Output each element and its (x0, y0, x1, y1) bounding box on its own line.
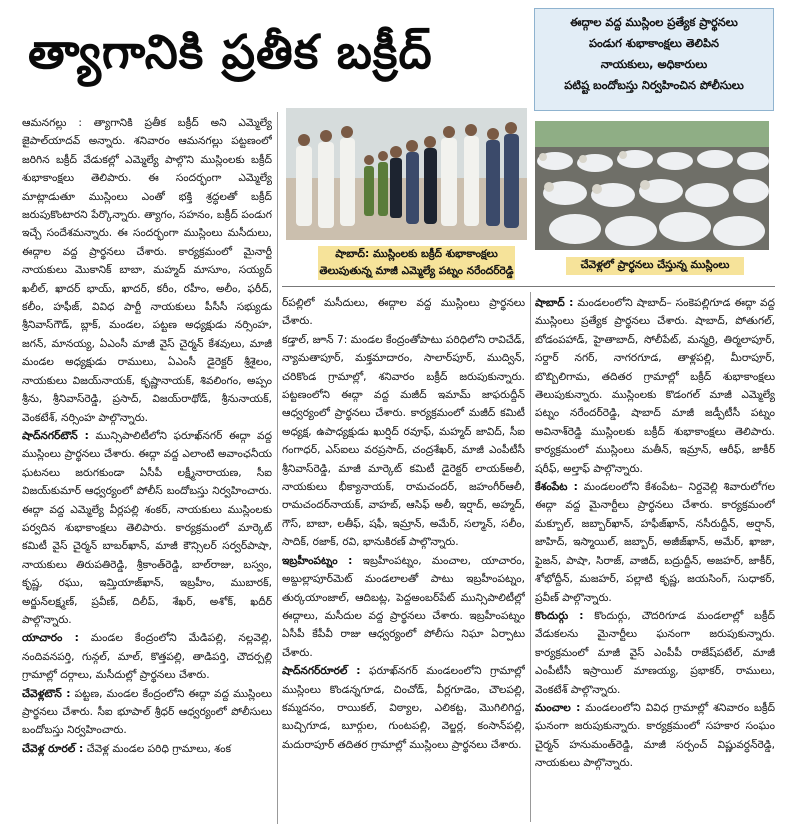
article-column-2 (282, 294, 525, 814)
dateline: షాద్‌నగర్‌టౌన్ : (22, 429, 89, 442)
group-photo (286, 108, 527, 240)
column-divider (530, 292, 531, 822)
dateline: ఇబ్రహీంపట్నం : (282, 554, 353, 567)
subheadline-line: ఈద్గాల వద్ద ముస్లింల ప్రత్యేక ప్రార్థనలు (570, 15, 738, 29)
paragraph-text: మున్సిపాలిటీలోని ఫరూఖ్‌నగర్ ఈద్గా వద్ద ముస్లింలు ప్రార్థనలు చేశారు. ఈద్గా వద్ద ఎలాంటి అవాంఛనీయ ఘటనలు జరుగకుండా ఏసీపీ లక్ష్మీనారాయణ, సీఐ విజయ్‌కుమార్ ఆధ్వర్యంలో పోలీస్ బందోబస్తు నిర్వహించారు. ఈద్గా వద్ద ఎమ్మెల్యే వీర్లపల్లి శంకర్, నాయకులు ముస్లింలకు పర్వదిన శుభాకాంక్షలు తెలిపారు. కార్యక్రమంలో మార్కెట్ కమిటీ వైస్ చైర్మన్ బాబర్‌ఖాన్, మాజీ కౌన్సిలర్ సర్వర్‌పాషా, నాయకులు తిరుపతిరెడ్డి, శ్రీకాంత్‌రెడ్డి, బాల్‌రాజు, బస్వం, కృష్ణ, రఘు, ఇమ్తియాజ్‌ఖాన్, ఇబ్రహీం, ముబారక్, అర్జున్‌లక్ష్మణ్, ప్రవీణ్, దిలీప్, శేఖర్, అశోక్, ఖదీర్ పాల్గొన్నారు. (22, 429, 272, 626)
article-paragraph (22, 114, 272, 427)
paragraph-text: ఫరూఖ్‌నగర్ మండలంలోని గ్రామాల్లో ముస్లింలు కొండన్నగూడ, చించోడ్, వీర్లగూడెం, చౌలపల్లి, కమ్మదనం, రాయికల్, విఠ్యాల, ఎలికట్ట, మొగిలిగిద్ద, బుచ్చిగూడ, బూర్గుల, గుంటపల్లి, వెల్జర్ల, కంసాన్‌పల్లి, మదురాపూర్ తదితర గ్రామాల్లో ముస్లింలు ప్రార్థనలు చేశారు. (282, 665, 525, 751)
prayer-photo (535, 121, 769, 250)
photo1-caption-line: తెలుపుతున్న మాజీ ఎమ్మెల్యే పట్నం నరేందర్‌రెడ్డి (319, 265, 514, 277)
article-paragraph (22, 629, 272, 684)
subheadline-line: పటిష్ట బందోబస్తు నిర్వహించిన పోలీసులు (564, 78, 744, 92)
paragraph-text: చేవెళ్ల మండల పరిధి గ్రామాలు, శంక (86, 742, 231, 755)
headline: త్యాగానికి ప్రతీక బక్రీద్ (28, 25, 433, 80)
column-divider (277, 112, 278, 824)
article-paragraph (282, 662, 525, 754)
dateline: చేవెళ్లటౌన్ : (22, 687, 71, 700)
paragraph-text: కడ్తాల్, జూన్ 7: మండల కేంద్రంతోపాటు పరిధిలోని రావిచేడ్, న్యామతాపూర్, మక్తమాదారం, సాలార్‌పూర్, ముద్విన్, చరికొండ గ్రామాల్లో, శనివారం బక్రీద్ జరుపుకున్నారు. పట్టణంలోని ఈద్గా వద్ద మజీద్ ఇమామ్ జాఫరుద్దీన్ ఆధ్వర్యంలో ప్రార్థనలు చేశారు. కార్యక్రమంలో మజీద్ కమిటీ అధ్యక్ష, ఉపాధ్యక్షుడు ఖుర్షిద్ రవూఫ్, మహ్మద్ జావిద్, సీఐ గంగాధర్, ఎస్‌ఐలు వరప్రసాద్, చంద్రశేఖర్, మాజీ ఎంపీటీసీ శ్రీనివాస్‌రెడ్డి, మాజీ మార్కెట్ కమిటీ డైరెక్టర్ లాయక్‌అలీ, నాయకులు భీక్యానాయక్, రామచందర్, జహంగీర్‌ఆలీ, రామచందర్‌నాయక్, వాహబ్, ఆసిఫ్ అలీ, ఇర్షాద్, అహ్మద్, గౌస్, బాబా, లతీఫ్, షఫీ, ఇమ్రాన్, అమేర్, సల్మాన్, సలీం, సాదిక్, రజాక్, రవి, భానుకిరణ్ పాల్గొన్నారు. (282, 333, 525, 549)
article-paragraph (535, 478, 775, 607)
article-paragraph (535, 607, 775, 699)
photo2-caption: చేవెళ్లలో ప్రార్థనలు చేస్తున్న ముస్లింలు (566, 257, 744, 275)
paragraph-text: ర్‌పల్లిలో మసీదులు, ఈద్గాల వద్ద ముస్లింలు ప్రార్థనలు చేశారు. (282, 297, 525, 328)
article-paragraph (535, 294, 775, 478)
dateline: కొందుర్గు : (535, 609, 584, 622)
article-paragraph (282, 331, 525, 552)
paragraph-text: మండలంలోని షాబాద్– సంకెపల్లిగూడ ఈద్గా వద్ద ముస్లింలు ప్రత్యేక ప్రార్థనలు చేశారు. షాబాద్, పోతుగల్, బోడంపహాడ్, హైతాబాద్, సోలీపేట్, మన్మర్రి, తిర్మలాపూర్, సర్దార్ నగర్, నాగరగూడ, తాళ్లపల్లి, మీరాపూర్, బొబ్బిలిగామ, తదితర గ్రామాల్లో బక్రీద్ శుభాకాంక్షలు తెలుపుకున్నారు. ముస్లింలకు కొడంగల్ మాజీ ఎమ్మెల్యే పట్నం నరేందర్‌రెడ్డి, షాబాద్ మాజీ జడ్పీటీసీ పట్నం అవినాశ్‌రెడ్డి ముస్లింలకు బక్రీద్ శుభాకాంక్షలు తెలిపారు. కార్యక్రమంలో ముస్లింలు మతీన్, ఇమ్రాన్, ఆరీఫ్, జాకీర్ షరీఫ్, అల్తాఫ్ పాల్గొన్నారు. (535, 297, 775, 475)
article-column-3 (535, 294, 775, 814)
section-divider (282, 286, 775, 287)
photo1-caption-line: షాబాద్: ముస్లింలకు బక్రీద్ శుభాకాంక్షలు (335, 248, 498, 260)
paragraph-text: మండల కేంద్రంలోని మేడిపల్లి, నల్లవెల్లి, నందివనపర్తి, గున్గల్, మాల్, కొత్తపల్లి, తాడిపర్తి, చౌదర్పల్లి గ్రామాల్లో దర్గాలు, మసీదుల్లో ప్రార్థనలు చేశారు. (22, 632, 272, 682)
dateline: చేవెళ్ల రూరల్ : (22, 742, 84, 755)
article-paragraph (22, 685, 272, 740)
paragraph-text: మండలంలోని వివిధ గ్రామాల్లో శనివారం బక్రీద్ ఘనంగా జరుపుకున్నారు. కార్యక్రమంలో సహకార సంఘం చైర్మన్ హనుమంత్‌రెడ్డి, మాజీ సర్పంచ్ విష్ణువర్ధన్‌రెడ్డి, నాయకులు పాల్గొన్నారు. (535, 701, 775, 770)
paragraph-text: మండలంలోని కేశంపేట– నిర్దవెల్లి శివారులోగల ఈద్గా వద్ద మైనార్టీలు ప్రార్థనలు చేశారు. కార్యక్రమంలో మక్బూల్, జబ్బార్‌ఖాన్, హఫీజ్‌ఖాన్, నసీరుద్దీన్, అర్షాన్, జాహిద్, ఇస్మాయిల్, జబ్బార్, అజీజ్‌ఖాన్, అమేర్, ఖాజా, ఫైజన్, పాషా, సిరాజ్, వాజిద్, బద్రుద్దీన్, అజహర్, జాకీర్, శోభోద్దీన్, మజహర్, పల్లాటి కృష్ణ, జయసింగ్, సుధాకర్, ప్రవీణ్ పాల్గొన్నారు. (535, 481, 775, 604)
paragraph-text: పట్టణ, మండల కేంద్రంలోని ఈద్గా వద్ద ముస్లింలు ప్రార్థనలు చేశారు. సీఐ భూపాల్ శ్రీధర్ ఆధ్వర్యంలో పోలీసులు బందోబస్తు నిర్వహించారు. (22, 687, 272, 737)
dateline: యాచారం : (22, 632, 79, 645)
dateline: షాబాద్ : (535, 297, 574, 309)
article-paragraph (282, 294, 525, 331)
article-paragraph (282, 552, 525, 662)
paragraph-text: ఆమనగల్లు : త్యాగానికి ప్రతీక బక్రీద్ అని ఎమ్మెల్యే జైపాల్‌యాదవ్ అన్నారు. శనివారం ఆమనగల్లు పట్టణంలో జరిగిన బక్రీద్ వేడుకల్లో ఎమ్మెల్యే పాల్గొని ముస్లింలకు బక్రీద్ శుభాకాంక్షలు తెలిపారు. ఈ సందర్భంగా ఎమ్మెల్యే మాట్లాడుతూ ముస్లింలు ఎంతో భక్తి శ్రద్ధలతో బక్రీద్ జరుపుకొంటారని పేర్కొన్నారు. త్యాగం, సహనం, బక్రీద్ పండుగ ఇచ్చే సందేశమన్నారు. ఈ సందర్భంగా ముస్లింలు మసీదులు, ఈద్గాల వద్ద ప్రార్థనలు చేశారు. కార్యక్రమంలో మైనార్టీ నాయకులు మొకానిక్ బాబా, మహ్మద్ మాసూం, సయ్యద్ ఖలీల్, ఖాదర్ భాయ్, ఖాదర్, కరీం, రహీం, అలీం, ఫరీద్, కలీం, హఫీజ్, వివిధ పార్టీ నాయకులు పీసీసీ సభ్యుడు శ్రీనివాస్‌గౌడ్, బ్లాక్, మండల, పట్టణ అధ్యక్షుడు నర్సింహ, జగన్, మానయ్య, ఏఎంసీ మాజీ వైస్ చైర్మన్ కేశవులు, మాజీ మండల అధ్యక్షుడు రాములు, ఏఎంసీ డైరెక్టర్ శ్రీశైలం, నాయకులు విజయ్‌నాయక్, కృష్ణానాయక్, శివలింగం, అప్పం శ్రీను, శ్రీనివాస్‌రెడ్డి, ప్రసాద్, విజయ్‌రాథోడ్, శ్రీనునాయక్, వెంకటేశ్, నర్సింహ పాల్గొన్నారు. (22, 117, 272, 424)
article-paragraph (22, 427, 272, 629)
paragraph-text: కొందుర్గు, చౌదరిగూడ మండలాల్లో బక్రీద్ వేడుకలను మైనార్టీలు ఘనంగా జరుపుకున్నారు. కార్యక్రమంలో మాజీ వైస్ ఎంపీపీ రాజేష్‌పటేల్, మాజీ ఎంపీటీసీ ఇస్రాయిల్ మాణయ్య, ప్రభాకర్, రాములు, వెంకటేశ్ పాల్గొన్నారు. (535, 609, 775, 696)
article-column-1 (22, 114, 272, 822)
subheadline-line: నాయకులు, అధికారులు (600, 57, 708, 71)
paragraph-text: ఇబ్రహీంపట్నం, మంచాల, యాచారం, అబ్దుల్లాపూర్‌మెట్ మండలాలతో పాటు ఇబ్రహీంపట్నం, తుర్కయాంజాల్, ఆదిబట్ల, పెద్దఅంబర్‌పేట్ మున్సిపాలిటీల్లో ఈద్గాలు, మసీదుల వద్ద ప్రార్థనలు చేశారు. ఇబ్రహీంపట్నం ఏసీపీ కేపీవీ రాజు ఆధ్వర్యంలో పోలీసు నిఘా ఏర్పాటు చేశారు. (282, 554, 525, 659)
article-paragraph (535, 699, 775, 773)
dateline: మంచాల : (535, 701, 581, 714)
subheadline-line: పండుగ శుభాకాంక్షలు తెలిపిన (588, 36, 720, 50)
dateline: కేశంపేట : (535, 481, 578, 494)
subheadline-box (534, 8, 774, 111)
dateline: షాద్‌నగర్‌రూరల్ : (282, 665, 361, 678)
article-paragraph (22, 740, 272, 758)
photo1-caption (318, 246, 515, 280)
